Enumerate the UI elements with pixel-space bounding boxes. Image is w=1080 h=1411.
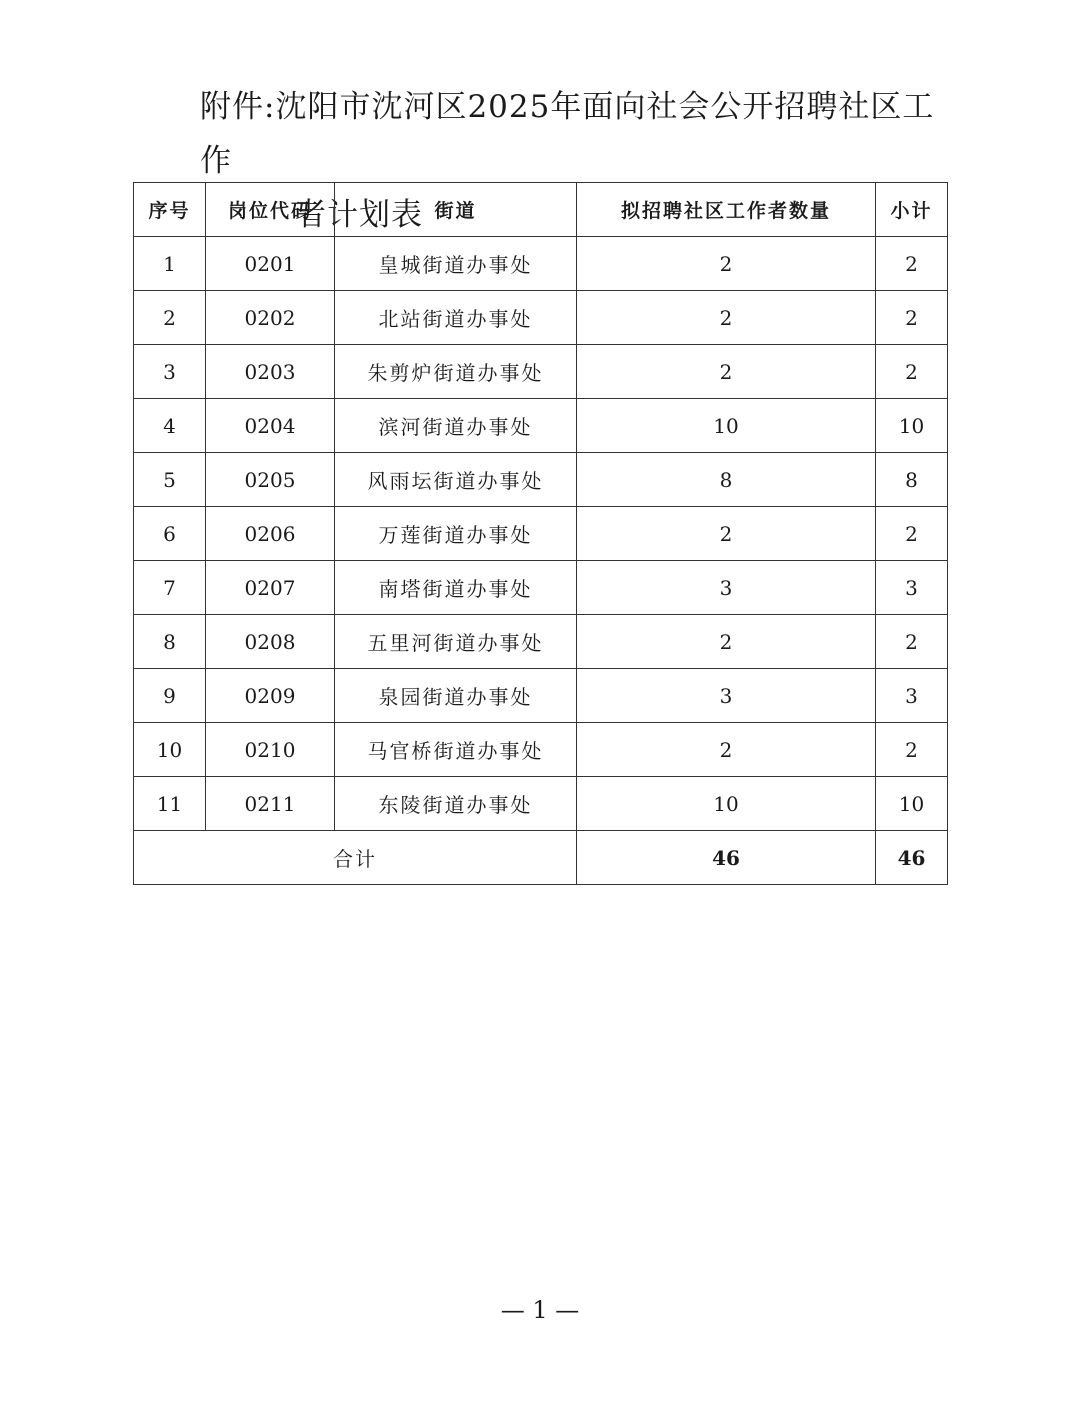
- total-label: 合计: [134, 831, 577, 885]
- cell-street: 北站街道办事处: [335, 291, 577, 345]
- cell-subtotal: 10: [876, 777, 948, 831]
- cell-code: 0211: [206, 777, 335, 831]
- cell-code: 0205: [206, 453, 335, 507]
- cell-subtotal: 2: [876, 615, 948, 669]
- cell-index: 4: [134, 399, 206, 453]
- total-subtotal: 46: [876, 831, 948, 885]
- cell-count: 2: [577, 615, 876, 669]
- header-index: 序号: [134, 183, 206, 237]
- cell-street: 泉园街道办事处: [335, 669, 577, 723]
- cell-index: 6: [134, 507, 206, 561]
- table-row: [134, 399, 948, 453]
- cell-code: 0209: [206, 669, 335, 723]
- cell-street: 马官桥街道办事处: [335, 723, 577, 777]
- cell-count: 3: [577, 561, 876, 615]
- cell-subtotal: 2: [876, 507, 948, 561]
- table-row: [134, 237, 948, 291]
- cell-street: 万莲街道办事处: [335, 507, 577, 561]
- cell-subtotal: 2: [876, 345, 948, 399]
- cell-code: 0203: [206, 345, 335, 399]
- total-count: 46: [577, 831, 876, 885]
- cell-code: 0210: [206, 723, 335, 777]
- cell-subtotal: 3: [876, 669, 948, 723]
- cell-code: 0201: [206, 237, 335, 291]
- cell-count: 2: [577, 723, 876, 777]
- cell-code: 0202: [206, 291, 335, 345]
- cell-subtotal: 2: [876, 237, 948, 291]
- header-street: 街道: [335, 183, 577, 237]
- cell-code: 0204: [206, 399, 335, 453]
- cell-street: 风雨坛街道办事处: [335, 453, 577, 507]
- cell-count: 10: [577, 777, 876, 831]
- table-row: [134, 777, 948, 831]
- cell-street: 朱剪炉街道办事处: [335, 345, 577, 399]
- cell-street: 五里河街道办事处: [335, 615, 577, 669]
- cell-count: 3: [577, 669, 876, 723]
- cell-index: 7: [134, 561, 206, 615]
- table-body: [134, 237, 948, 831]
- cell-count: 8: [577, 453, 876, 507]
- cell-street: 东陵街道办事处: [335, 777, 577, 831]
- table-row: [134, 291, 948, 345]
- cell-code: 0208: [206, 615, 335, 669]
- cell-subtotal: 2: [876, 723, 948, 777]
- table-row: [134, 615, 948, 669]
- cell-code: 0207: [206, 561, 335, 615]
- table-row: [134, 507, 948, 561]
- cell-index: 2: [134, 291, 206, 345]
- cell-count: 2: [577, 237, 876, 291]
- cell-subtotal: 8: [876, 453, 948, 507]
- header-count: 拟招聘社区工作者数量: [577, 183, 876, 237]
- cell-subtotal: 10: [876, 399, 948, 453]
- table-header-row: [134, 183, 948, 237]
- cell-street: 滨河街道办事处: [335, 399, 577, 453]
- table-row: [134, 453, 948, 507]
- cell-street: 皇城街道办事处: [335, 237, 577, 291]
- cell-index: 5: [134, 453, 206, 507]
- cell-index: 11: [134, 777, 206, 831]
- table-row: [134, 561, 948, 615]
- title-line-1: 附件:沈阳市沈河区2025年面向社会公开招聘社区工作: [200, 89, 935, 179]
- cell-index: 10: [134, 723, 206, 777]
- cell-index: 3: [134, 345, 206, 399]
- table-row: [134, 723, 948, 777]
- cell-subtotal: 3: [876, 561, 948, 615]
- cell-count: 2: [577, 345, 876, 399]
- recruitment-plan-table: [133, 182, 948, 885]
- title-line-2: 者计划表: [295, 197, 423, 233]
- cell-index: 9: [134, 669, 206, 723]
- cell-count: 10: [577, 399, 876, 453]
- cell-index: 8: [134, 615, 206, 669]
- table-row: [134, 345, 948, 399]
- header-code: 岗位代码: [206, 183, 335, 237]
- header-subtotal: 小计: [876, 183, 948, 237]
- cell-subtotal: 2: [876, 291, 948, 345]
- table-row: [134, 669, 948, 723]
- cell-count: 2: [577, 507, 876, 561]
- cell-street: 南塔街道办事处: [335, 561, 577, 615]
- cell-count: 2: [577, 291, 876, 345]
- page-number: — 1 —: [500, 1296, 580, 1324]
- cell-index: 1: [134, 237, 206, 291]
- total-row: [134, 831, 948, 885]
- cell-code: 0206: [206, 507, 335, 561]
